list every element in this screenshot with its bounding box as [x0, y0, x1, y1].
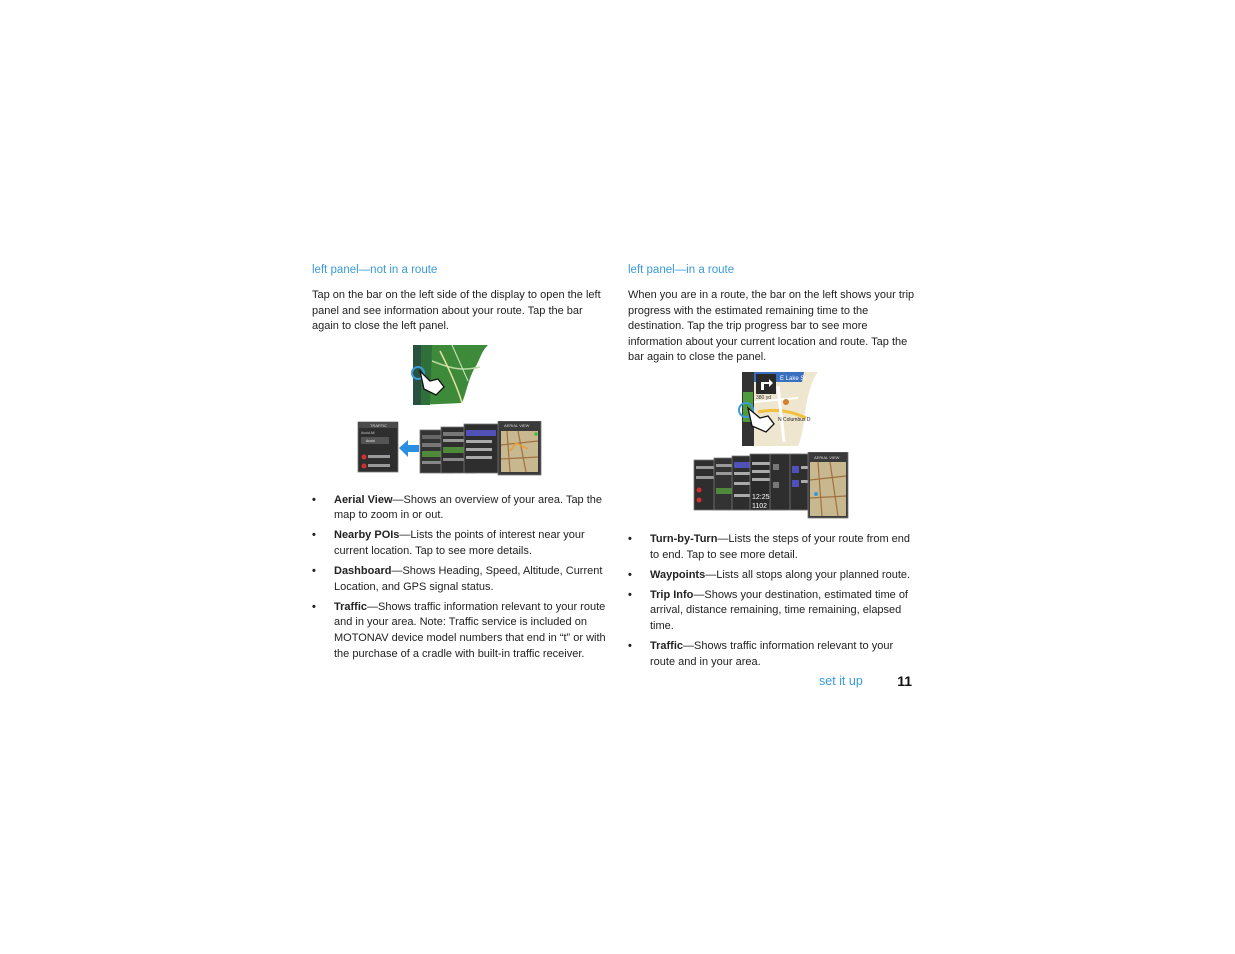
- map-distance-label: 380 yd: [756, 394, 772, 401]
- bullet-desc: —Lists the steps of your route from end to end. Tap to see more detail.: [650, 532, 911, 561]
- bullet-term: Aerial View: [334, 493, 393, 506]
- bullet-desc: —Shows an overview of your area. Tap the map to zoom in or out.: [334, 493, 603, 522]
- list-item: [312, 528, 608, 559]
- left-panel-screens: [312, 421, 608, 479]
- route-map-tap-illustration: [628, 372, 920, 446]
- left-bullet-list: [312, 493, 608, 662]
- bullet-dot: •: [628, 568, 632, 581]
- left-column: [312, 262, 608, 667]
- intro-paragraph: Tap on the bar on the left side of the display to open the left panel and see information about your route. Tap the bar again to close the left panel.: [312, 289, 601, 333]
- map-tap-illustration: [312, 341, 608, 411]
- screen-traffic-header: TRAFFIC: [370, 422, 387, 428]
- list-item: [628, 568, 920, 584]
- bullet-term: Traffic: [334, 600, 368, 613]
- bullet-term: Trip Info: [650, 588, 694, 601]
- bullet-dot: •: [312, 565, 316, 578]
- left-panel-figure: [312, 341, 608, 483]
- bullet-dot: •: [312, 600, 316, 613]
- bullet-term: Dashboard: [334, 565, 392, 578]
- bullet-desc: —Shows traffic information relevant to your route and in your area.: [650, 640, 894, 668]
- right-column: [628, 262, 920, 675]
- bullet-desc: —Shows traffic information relevant to your route and in your area. Note: Traffic service is included on MOTONAV device model numbers that end in “t” or with the purchase of a cradle with built-in traffic receiver.: [334, 600, 606, 660]
- bullet-desc: —Lists all stops along your planned route.: [705, 568, 911, 581]
- list-item: [312, 564, 608, 595]
- map-street-label: E Lake St: [780, 375, 807, 382]
- bullet-desc: —Lists the points of interest near your current location. Tap to see more details.: [334, 529, 585, 558]
- page-number: 11: [897, 673, 912, 689]
- list-item: [628, 532, 920, 563]
- in-route-screens: [628, 452, 920, 520]
- page-footer: [819, 674, 914, 694]
- right-bullet-list: [628, 532, 920, 670]
- bullet-dot: •: [312, 529, 316, 542]
- bullet-term: Waypoints: [650, 568, 706, 581]
- section-heading-not-in-route: left panel—not in a route: [312, 264, 438, 276]
- bullet-dot: •: [628, 588, 632, 601]
- bullet-term: Nearby POIs: [334, 529, 400, 542]
- bullet-term: Traffic: [650, 640, 684, 653]
- footer-section-label: set it up: [819, 674, 863, 688]
- list-item: [312, 493, 608, 524]
- bullet-dot: •: [312, 493, 316, 506]
- section-heading-in-route: left panel—in a route: [628, 264, 735, 276]
- screen-avoid: Avoid: [366, 438, 375, 443]
- list-item: [628, 639, 920, 670]
- screen-aerial-view-label: AERIAL VIEW: [504, 422, 530, 428]
- map-cross-street-label: N Columbus D: [778, 416, 811, 423]
- bullet-dot: •: [628, 640, 632, 653]
- list-item: [312, 600, 608, 662]
- screen-trip-time: 12:25: [752, 493, 770, 501]
- in-route-figure: [628, 372, 920, 522]
- list-item: [628, 588, 920, 635]
- bullet-term: Turn-by-Turn: [650, 532, 718, 545]
- bullet-desc: —Shows your destination, estimated time of arrival, distance remaining, time remaining, elapsed time.: [650, 588, 908, 632]
- screen-trip-number: 1102: [752, 502, 768, 510]
- screen-avoid-all: Avoid All: [361, 430, 375, 435]
- bullet-desc: —Shows Heading, Speed, Altitude, Current Location, and GPS signal status.: [334, 565, 603, 593]
- bullet-dot: •: [628, 532, 632, 545]
- intro-paragraph: When you are in a route, the bar on the left shows your trip progress with the estimated remaining time to the destination. Tap the trip progress bar to see more information about your current location and route. Tap the bar again to close the panel.: [628, 289, 915, 364]
- screen-aerial-view-label: AERIAL VIEW: [814, 454, 840, 460]
